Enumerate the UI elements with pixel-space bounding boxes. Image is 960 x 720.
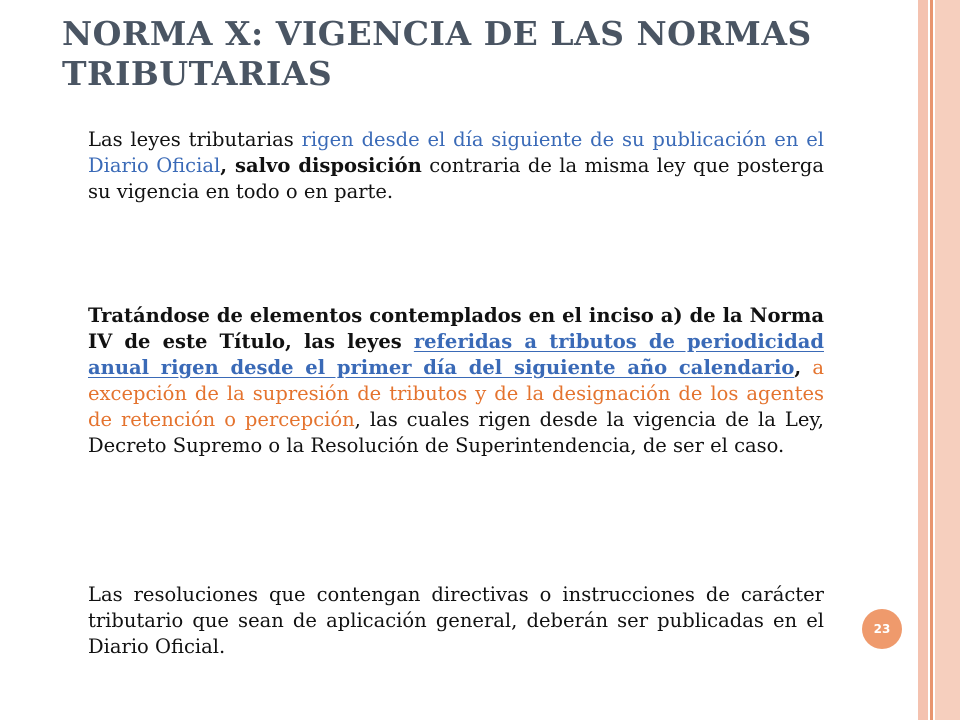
border-stripe xyxy=(918,0,928,720)
paragraph-periodicidad xyxy=(88,303,824,459)
border-stripe xyxy=(935,0,960,720)
paragraph-resoluciones: Las resoluciones que contengan directivas o instrucciones de carácter tributario que sean de aplicación general, deberán ser publicadas en el Diario Oficial. xyxy=(88,583,824,658)
paragraph-1-bold: , salvo disposición xyxy=(220,154,422,177)
page-number-badge: 23 xyxy=(862,609,902,649)
paragraph-2-bold: Tratándose de elementos contemplados en el inciso a) de la Norma IV de este Título, las leyes xyxy=(88,304,824,353)
paragraph-1-text-end: contraria de la misma ley que posterga su vigencia en todo o en parte. xyxy=(88,154,824,203)
paragraph-2-link[interactable]: referidas a tributos de periodicidad anual rigen desde el primer día del siguiente año calendario xyxy=(88,330,824,379)
paragraph-vigencia xyxy=(88,127,824,205)
paragraph-1-text: Las leyes tributarias xyxy=(88,128,302,151)
paragraph-2-text-end: , las cuales rigen desde la vigencia de la Ley, Decreto Supremo o la Resolución de Superintendencia, de ser el caso. xyxy=(88,408,825,457)
slide-title: NORMA X: VIGENCIA DE LAS NORMAS TRIBUTARIAS xyxy=(62,14,812,93)
paragraph-2-comma: , xyxy=(794,356,802,379)
paragraph-2-exception: a excepción de la supresión de tributos y de la designación de los agentes de retención o percepción xyxy=(88,356,824,431)
paragraph-1-highlight: rigen desde el día siguiente de su publicación en el Diario Oficial xyxy=(88,128,825,177)
